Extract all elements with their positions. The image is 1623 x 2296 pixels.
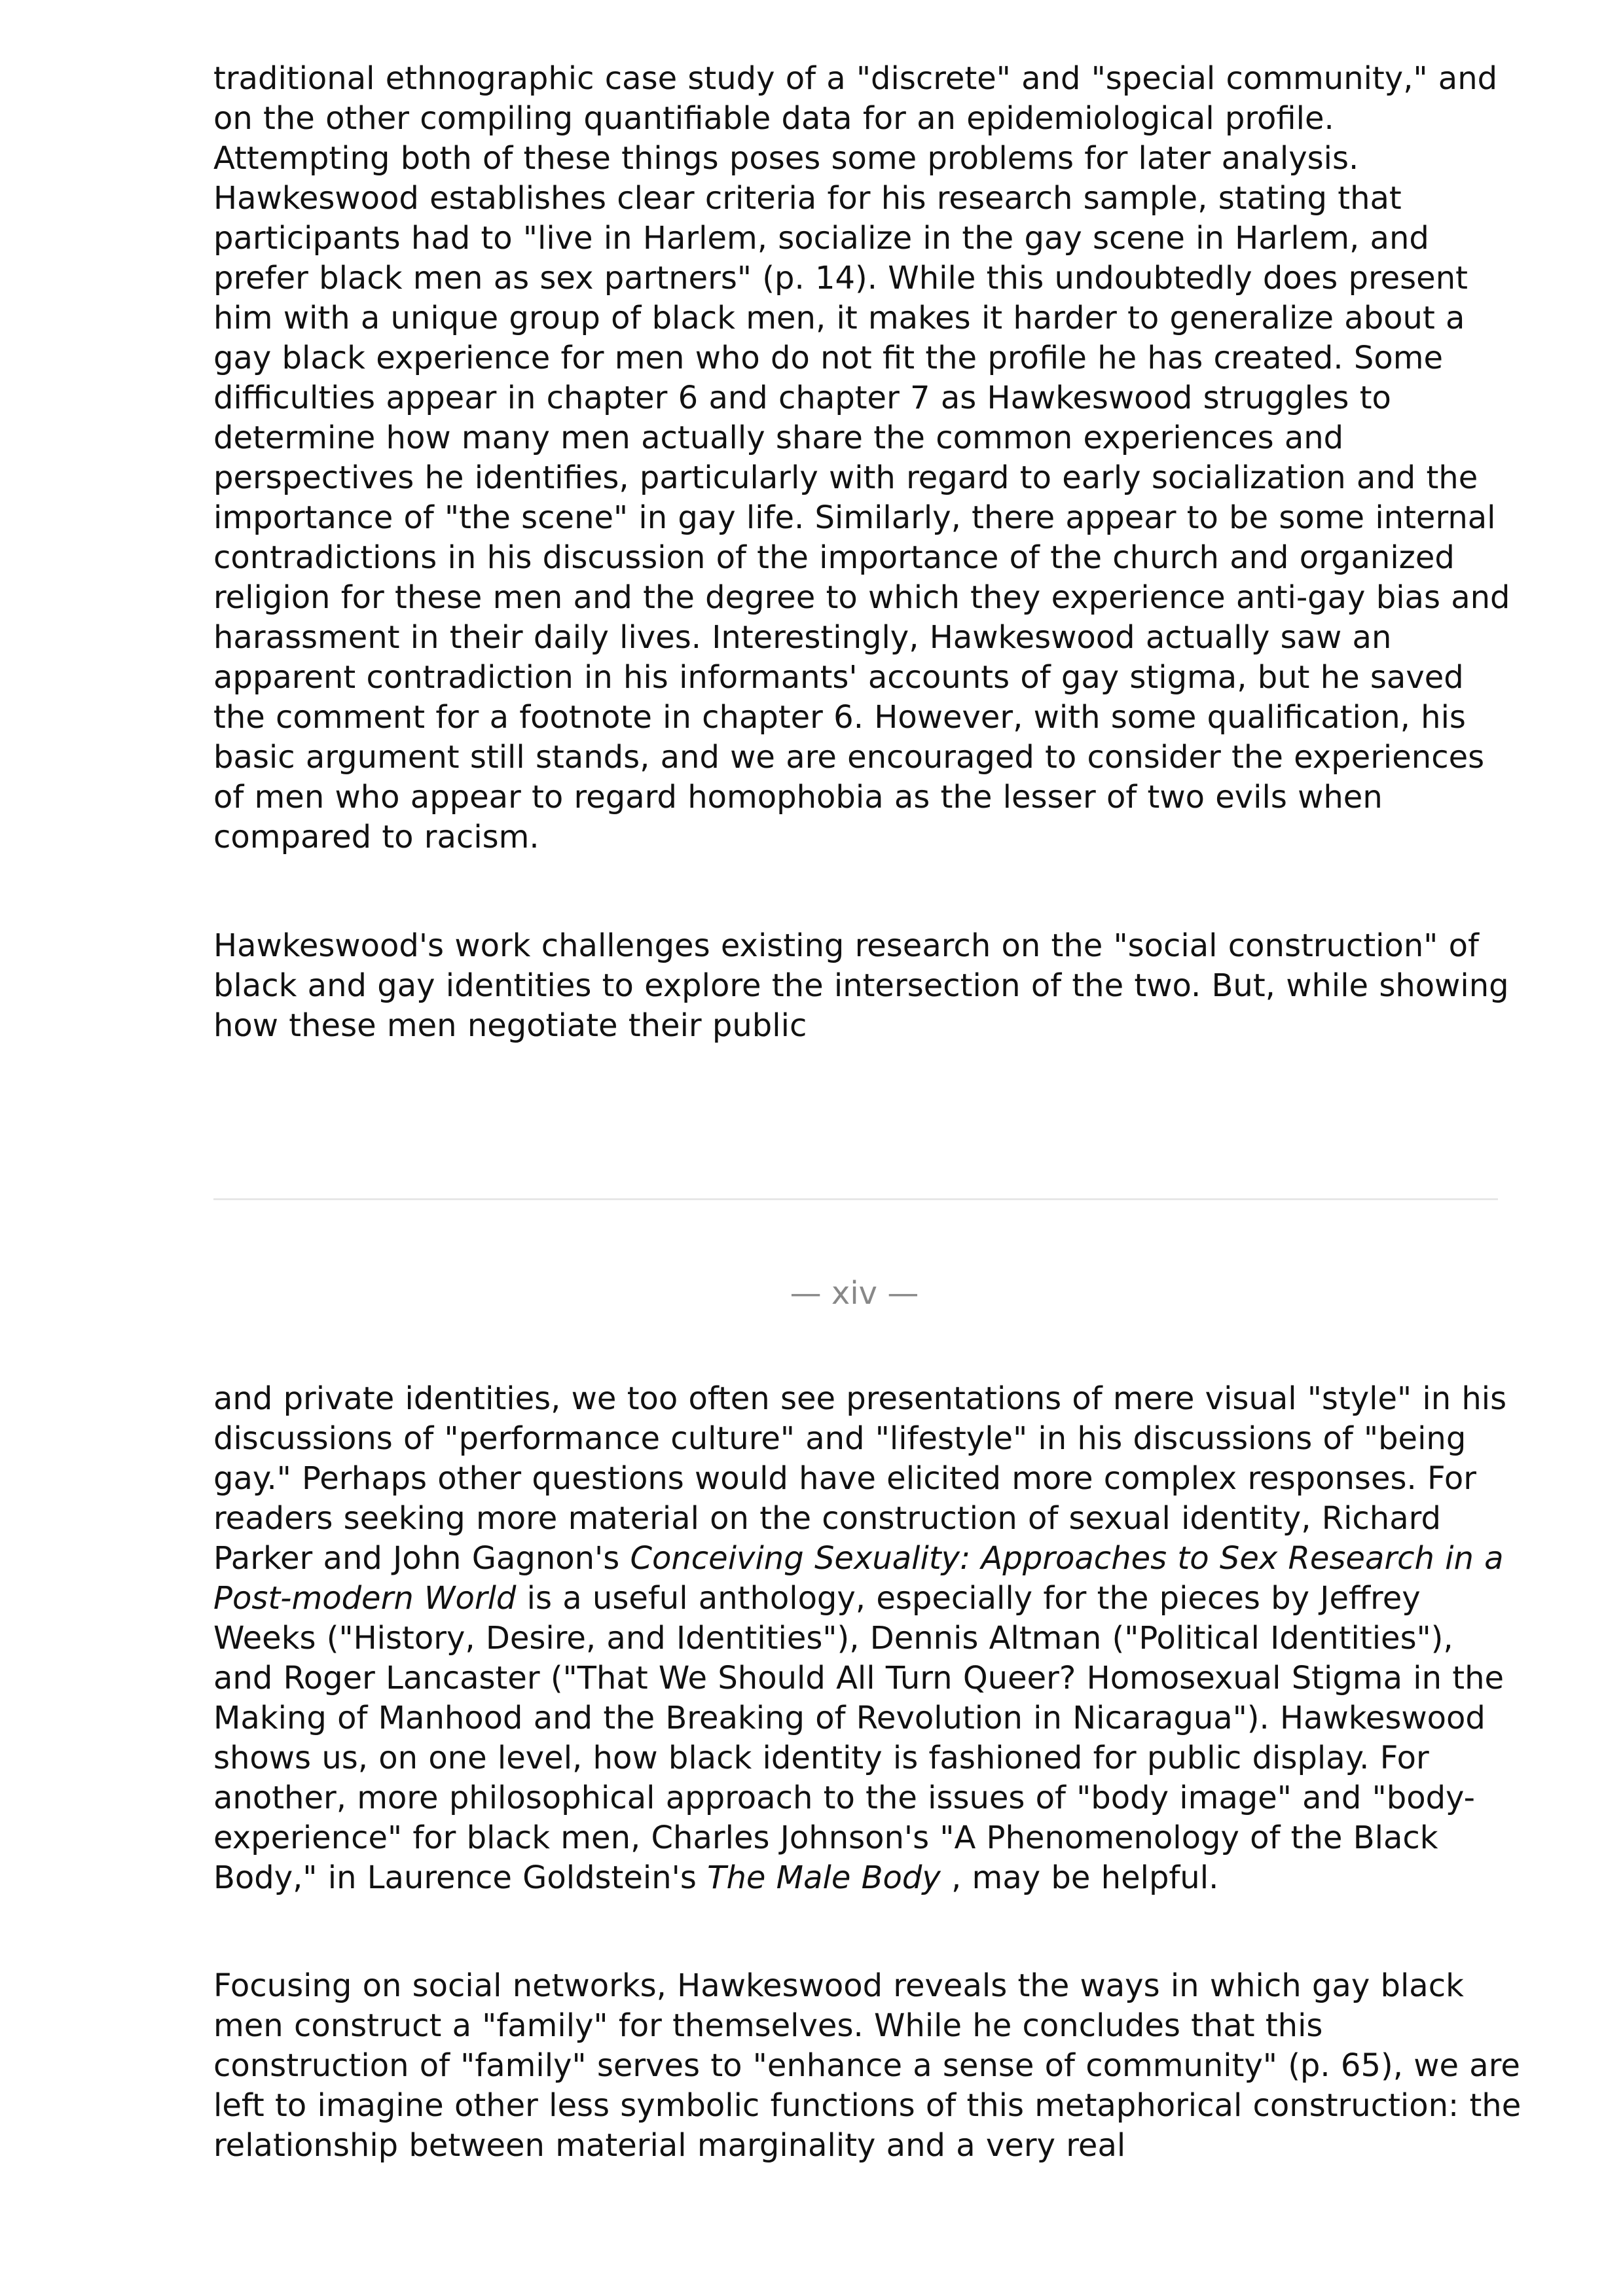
body-paragraph: Focusing on social networks, Hawkeswood reveals the ways in which gay black men construct a "family" for themselves. While he concludes that this construction of "family" serves to "enhance a sense of community" (p. 65), we are left to imagine other less symbolic functions of this metaphorical construction: the relationship between material marginality and a very real	[213, 1967, 1522, 2164]
page-bottom-text	[213, 1379, 1523, 2166]
book-title: Conceiving Sexuality: Approaches to Sex Research in a Post-modern World	[213, 1540, 1504, 1617]
paragraph-text: is a useful anthology, especially for the pieces by Jeffrey Weeks ("History, Desire, and Identities"), Dennis Altman ("Political Identities"), and Roger Lancaster ("That We Should All Turn Queer? Homosexual Stigma in the Making of Manhood and the Breaking of Revolution in Nicaragua"). Hawkeswood shows us, on one level, how black identity is fashioned for public display. For another, more philosophical approach to the issues of "body image" and "body-experience" for black men, Charles Johnson's "A Phenomenology of the Black Body," in Laurence Goldstein's	[213, 1580, 1504, 1896]
page-break-rule	[213, 1198, 1498, 1200]
paragraph-text: , may be helpful.	[940, 1859, 1219, 1896]
paragraph-text: and private identities, we too often see presentations of mere visual "style" in his discussions of "performance culture" and "lifestyle" in his discussions of "being gay." Perhaps other questions would have elicited more complex responses. For readers seeking more material on the construction of sexual identity, Richard Parker and John Gagnon's	[213, 1380, 1507, 1577]
book-title: The Male Body	[707, 1859, 941, 1896]
body-paragraph: traditional ethnographic case study of a "discrete" and "special community," and on the other compiling quantifiable data for an epidemiological profile. Attempting both of these things poses some problems for later analysis. Hawkeswood establishes clear criteria for his research sample, stating that participants had to "live in Harlem, socialize in the gay scene in Harlem, and prefer black men as sex partners" (p. 14). While this undoubtedly does present him with a unique group of black men, it makes it harder to generalize about a gay black experience for men who do not fit the profile he has created. Some difficulties appear in chapter 6 and chapter 7 as Hawkeswood struggles to determine how many men actually share the common experiences and perspectives he identifies, particularly with regard to early socialization and the importance of "the scene" in gay life. Similarly, there appear to be some internal contradictions in his discussion of the importance of the church and organized religion for these men and the degree to which they experience anti-gay bias and harassment in their daily lives. Interestingly, Hawkeswood actually saw an apparent contradiction in his informants' accounts of gay stigma, but he saved the comment for a footnote in chapter 6. However, with some qualification, his basic argument still stands, and we are encouraged to consider the experiences of men who appear to regard homophobia as the lesser of two evils when compared to racism.	[213, 60, 1510, 855]
body-paragraph	[213, 1379, 1523, 1898]
paragraph-spacer	[213, 1898, 1523, 1966]
page-top-text	[213, 59, 1516, 1046]
paragraph-spacer	[213, 857, 1516, 926]
body-paragraph: Hawkeswood's work challenges existing research on the "social construction" of black and gay identities to explore the intersection of the two. But, while showing how these men negotiate their public	[213, 927, 1509, 1044]
page-number: — xiv —	[790, 1275, 919, 1312]
